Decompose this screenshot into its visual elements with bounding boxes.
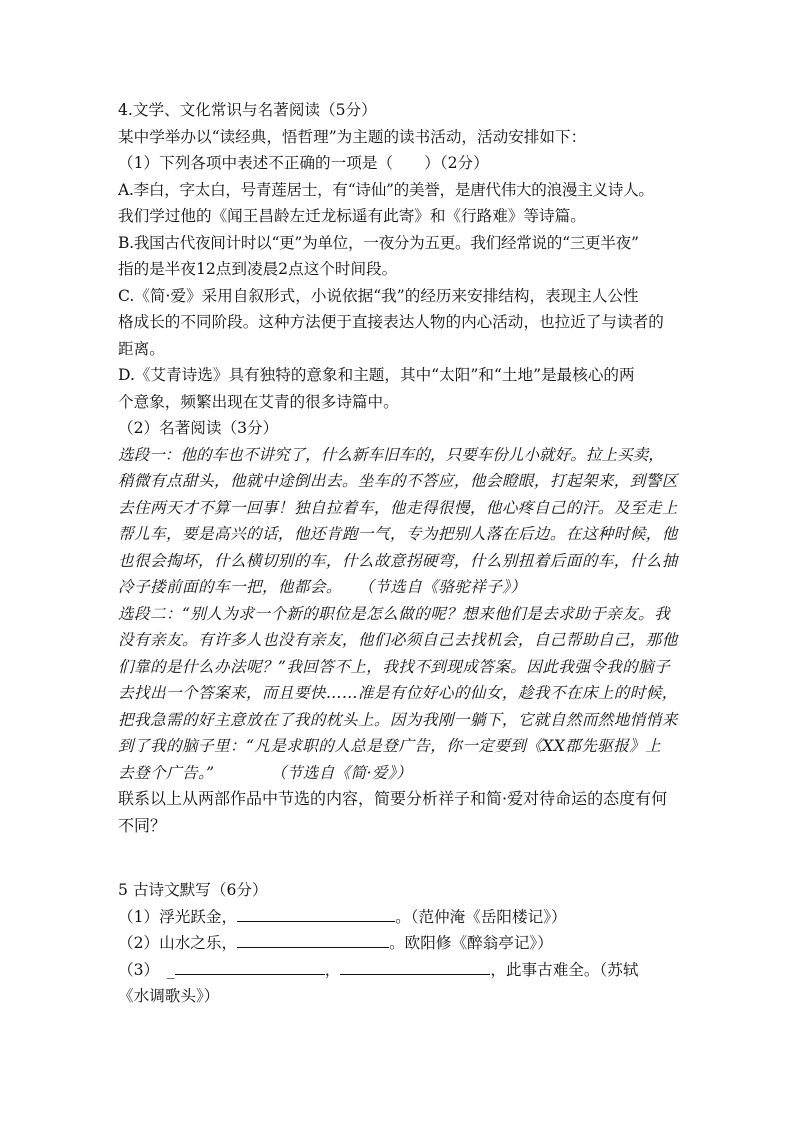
excerpt-jane-eyre [118,601,683,787]
answer-blank[interactable] [237,931,389,948]
q5-item3-suffix: ，此事古难全。（苏轼 [490,960,639,979]
excerpt-camel-xiangzi [118,442,683,601]
excerpt2-line: 去找出一个答案来，而且要快……准是有位好心的仙女，趁我不在床上的时候， [118,684,678,702]
q5-item-1 [118,904,683,931]
answer-blank[interactable] [340,958,490,975]
q5-item-3 [118,957,683,984]
q4-option-c-line2: 格成长的不同阶段。这种方法便于直接表达人物的内心活动，也拉近了与读者的 [118,313,664,331]
question-5 [118,877,683,1010]
q5-item1-prefix: （1）浮光跃金， [118,907,238,926]
q4-question-line1: 联系以上从两部作品中节选的内容，简要分析祥子和简·爱对待命运的态度有何 [118,789,668,808]
excerpt1-line: 也很会掏坏，什么横切别的车，什么故意拐硬弯，什么别扭着后面的车，什么抽 [118,551,678,570]
q5-item3-prefix: （3） _ [118,960,175,979]
q5-item2-suffix: 。欧阳修《醉翁亭记》） [389,934,553,952]
excerpt2-line: 们靠的是什么办法呢？”我回答不上，我找不到现成答案。因此我强令我的脑子 [118,657,671,676]
excerpt2-line: 去登个广告。” （节选自《简·爱》） [118,763,413,782]
excerpt2-line: 把我急需的好主意放在了我的枕头上。因为我刚一躺下，它就自然而然地悄悄来 [118,710,678,729]
excerpt1-line: 稍微有点甜头，他就中途倒出去。坐车的不答应，他会瞪眼，打起架来，到警区 [118,472,678,490]
answer-blank[interactable] [175,958,325,975]
question-4 [118,97,683,839]
q4-option-a-line2: 我们学过他的《闻王昌龄左迁龙标遥有此寄》和《行路难》等诗篇。 [118,207,586,225]
q4-option-b-line2: 指的是半夜12点到凌晨2点这个时间段。 [118,260,398,278]
q5-title: 5 古诗文默写（6分） [118,881,268,899]
q4-intro: 某中学举办以“读经典，悟哲理”为主题的读书活动，活动安排如下： [118,127,587,146]
excerpt2-line: 没有亲友。有许多人也没有亲友，他们必须自己去找机会，自己帮助自己，那他 [118,631,678,649]
excerpt2-line: 到了我的脑子里：“凡是求职的人总是登广告，你一定要到《XX郡先驱报》上 [118,737,662,755]
answer-blank[interactable] [237,905,395,922]
q4-sub2-title: （2）名著阅读（3分） [118,419,279,437]
q5-item3-mid: ， [324,960,341,979]
q5-item3-line2: 《水调歌头》） [118,987,220,1005]
q5-item1-suffix: 。（范仲淹《岳阳楼记》） [395,907,567,926]
q4-option-c-line1: C.《简·爱》采用自叙形式，小说依据“我”的经历来安排结构，表现主人公性 [118,286,639,305]
q4-option-a-line1: A.李白，字太白，号青莲居士，有“诗仙”的美誉，是唐代伟大的浪漫主义诗人。 [118,180,654,199]
q4-option-b-line1: B.我国古代夜间计时以“更”为单位，一夜分为五更。我们经常说的“三更半夜” [118,233,639,252]
q4-option-d-line1: D.《艾青诗选》具有独特的意象和主题，其中“太阳”和“土地”是最核心的两 [118,366,635,384]
excerpt1-line: 去住两天才不算一回事！独自拉着车，他走得很慢，他心疼自己的汗。及至走上 [118,498,678,517]
q4-sub1-prompt: （1）下列各项中表述不正确的一项是（ ）（2分） [118,154,489,172]
q4-option-c-line3: 距离。 [118,339,165,358]
q5-item-2 [118,930,683,957]
q4-option-d-line2: 个意象，频繁出现在艾青的很多诗篇中。 [118,392,399,411]
excerpt1-line: 帮儿车，要是高兴的话，他还肯跑一气，专为把别人落在后边。在这种时候，他 [118,525,678,543]
q4-title: 4.文学、文化常识与名著阅读（5分） [118,101,377,119]
q4-question-line2: 不同？ [118,815,167,835]
excerpt1-line: 选段一：他的车也不讲究了，什么新车旧车的，只要车份儿小就好。拉上买卖， [118,445,664,464]
q5-item2-prefix: （2）山水之乐， [118,934,238,952]
excerpt2-line: 选段二：“别人为求一个新的职位是怎么做的呢？想来他们是去求助于亲友。我 [118,604,671,623]
excerpt1-line: 冷子搂前面的车一把，他都会。 （节选自《骆驼祥子》） [118,578,527,596]
